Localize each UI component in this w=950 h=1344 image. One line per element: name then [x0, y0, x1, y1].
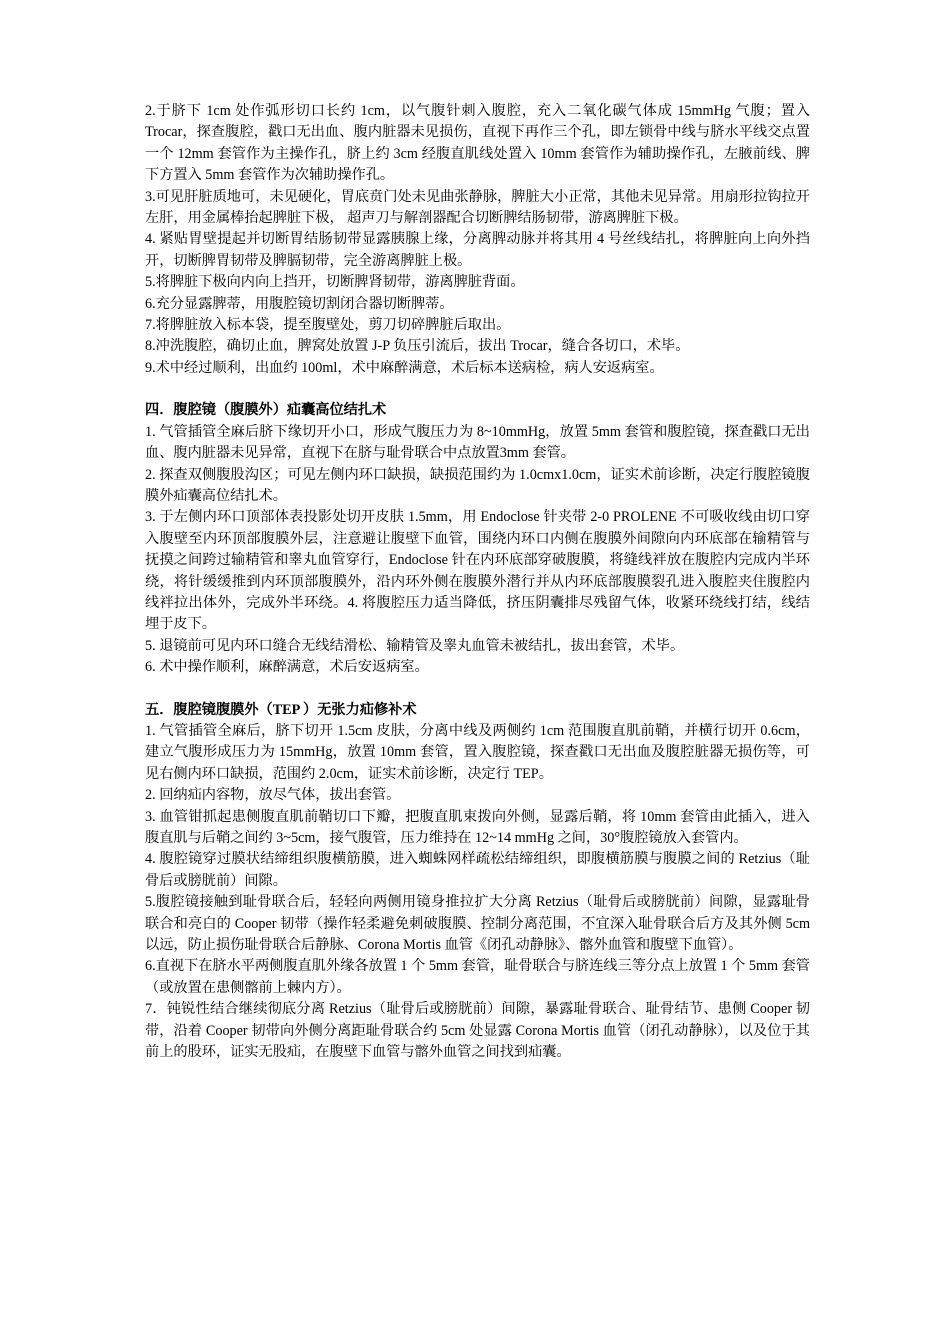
section-3-body	[145, 101, 810, 379]
section-4-body	[145, 422, 810, 679]
step-5: 5. 退镜前可见内环口缝合无线结滑松、输精管及睾丸血管未被结扎，拔出套管，术毕。	[145, 637, 685, 654]
step-5: 5.将脾脏下极向内向上挡开，切断脾肾韧带，游离脾脏背面。	[145, 274, 525, 291]
step-2: 2. 探查双侧腹股沟区；可见左侧内环口缺损，缺损范围约为 1.0cmx1.0cm，证实术前诊断，决定行腹腔镜腹膜外疝囊高位结扎术。	[145, 466, 810, 504]
step-6: 6. 术中操作顺利，麻醉满意，术后安返病室。	[145, 659, 429, 676]
step-2: 2.于脐下 1cm 处作弧形切口长约 1cm，以气腹针刺入腹腔，充入二氧化碳气体成 15mmHg 气腹；置入 Trocar，探查腹腔，戳口无出血、腹内脏器未见损伤，直视下再作三个孔，即左锁骨中线与脐水平线交点置一个 12mm 套管作为主操作孔，脐上约 3cm 经腹直肌线处置入 10mm 套管作为辅助操作孔，左腋前线、脾下方置入 5mm 套管作为次辅助操作孔。	[145, 103, 810, 184]
step-5: 5.腹腔镜接触到耻骨联合后，轻轻向两侧用镜身推拉扩大分离 Retzius（耻骨后或膀胱前）间隙，显露耻骨联合和亮白的 Cooper 韧带（操作轻柔避免刺破腹膜、控制分离范围，不宜深入耻骨联合后方及其外侧 5cm 以远，防止损伤耻骨联合后静脉、Corona Mortis 血管《闭孔动静脉》、髂外血管和腹壁下血管）。	[145, 894, 810, 954]
step-4: 4. 紧贴胃壁提起并切断胃结肠韧带显露胰腺上缘，分离脾动脉并将其用 4 号丝线结扎，将脾脏向上向外挡开，切断脾胃韧带及脾膈韧带，完全游离脾脏上极。	[145, 231, 810, 269]
step-3: 3. 血管钳抓起患侧腹直肌前鞘切口下瓣，把腹直肌束拨向外侧，显露后鞘，将 10mm 套管由此插入，进入腹直肌与后鞘之间约 3~5cm，接气腹管，压力维持在 12~14 mmHg 之间，30°腹腔镜放入套管内。	[145, 808, 810, 846]
step-4: 4. 腹腔镜穿过膜状结缔组织腹横筋膜，进入蜘蛛网样疏松结缔组织，即腹横筋膜与腹膜之间的 Retzius（耻骨后或膀胱前）间隙。	[145, 851, 810, 889]
step-1: 1. 气管插管全麻后，脐下切开 1.5cm 皮肤，分离中线及两侧约 1cm 范围腹直肌前鞘，并横行切开 0.6cm，建立气腹形成压力为 15mmHg，放置 10mm 套管，置入腹腔镜，探查戳口无出血及腹腔脏器无损伤等，可见右侧内环口缺损，范围约 2.0cm，证实术前诊断，决定行 TEP。	[145, 722, 810, 782]
step-6: 6.充分显露脾蒂，用腹腔镜切割闭合器切断脾蒂。	[145, 295, 454, 312]
step-3: 3.可见肝脏质地可，未见硬化，胃底贲门处未见曲张静脉，脾脏大小正常，其他未见异常。用扇形拉钩拉开左肝，用金属棒抬起脾脏下极， 超声刀与解剖器配合切断脾结肠韧带，游离脾脏下极。	[145, 188, 810, 227]
section-5-body	[145, 721, 810, 1064]
step-7: 7．钝锐性结合继续彻底分离 Retzius（耻骨后或膀胱前）间隙，暴露耻骨联合、耻骨结节、患侧 Cooper 韧带，沿着 Cooper 韧带向外侧分离距耻骨联合约 5cm 处显露 Corona Mortis 血管（闭孔动静脉），以及位于其前上的股环，证实无股疝，在腹壁下血管与髂外血管之间找到疝囊。	[145, 1001, 810, 1061]
section-4-heading: 四．腹腔镜（腹膜外）疝囊高位结扎术	[145, 402, 387, 419]
step-7: 7.将脾脏放入标本袋，提至腹壁处，剪刀切碎脾脏后取出。	[145, 317, 511, 334]
step-2: 2. 回纳疝内容物，放尽气体，拔出套管。	[145, 787, 401, 804]
step-1: 1. 气管插管全麻后脐下缘切开小口，形成气腹压力为 8~10mmHg，放置 5mm 套管和腹腔镜，探查戳口无出血、腹内脏器未见异常，直视下在脐与耻骨联合中点放置3mm 套管。	[145, 423, 810, 462]
step-3: 3. 于左侧内环口顶部体表投影处切开皮肤 1.5mm，用 Endoclose 针夹带 2-0 PROLENE 不可吸收线由切口穿入腹壁至内环顶部腹膜外层，注意避让腹壁下血管，围绕内环口内侧在腹膜外间隙向内环底部在输精管与抚摸之间跨过输精管和睾丸血管穿行，Endoclose 针在内环底部穿破腹膜，将缝线袢放在腹腔内完成内半环绕，将针缓缓推到内环顶部腹膜外，沿内环外侧在腹膜外潜行并从内环底部腹膜裂孔进入腹腔夹住腹腔内线袢拉出体外，完成外半环绕。4. 将腹腔压力适当降低，挤压阴囊排尽残留气体，收紧环绕线打结，线结埋于皮下。	[145, 509, 810, 633]
step-9: 9.术中经过顺利，出血约 100ml，术中麻醉满意，术后标本送病检，病人安返病室。	[145, 359, 664, 376]
step-6: 6.直视下在脐水平两侧腹直肌外缘各放置 1 个 5mm 套管，耻骨联合与脐连线三等分点上放置 1 个 5mm 套管（或放置在患侧髂前上棘内方）。	[145, 958, 810, 996]
document-page	[145, 101, 810, 1063]
section-5-heading: 五．腹腔镜腹膜外（TEP ）无张力疝修补术	[145, 701, 417, 718]
step-8: 8.冲洗腹腔，确切止血，脾窝处放置 J-P 负压引流后，拔出 Trocar，缝合各切口，术毕。	[145, 338, 690, 355]
